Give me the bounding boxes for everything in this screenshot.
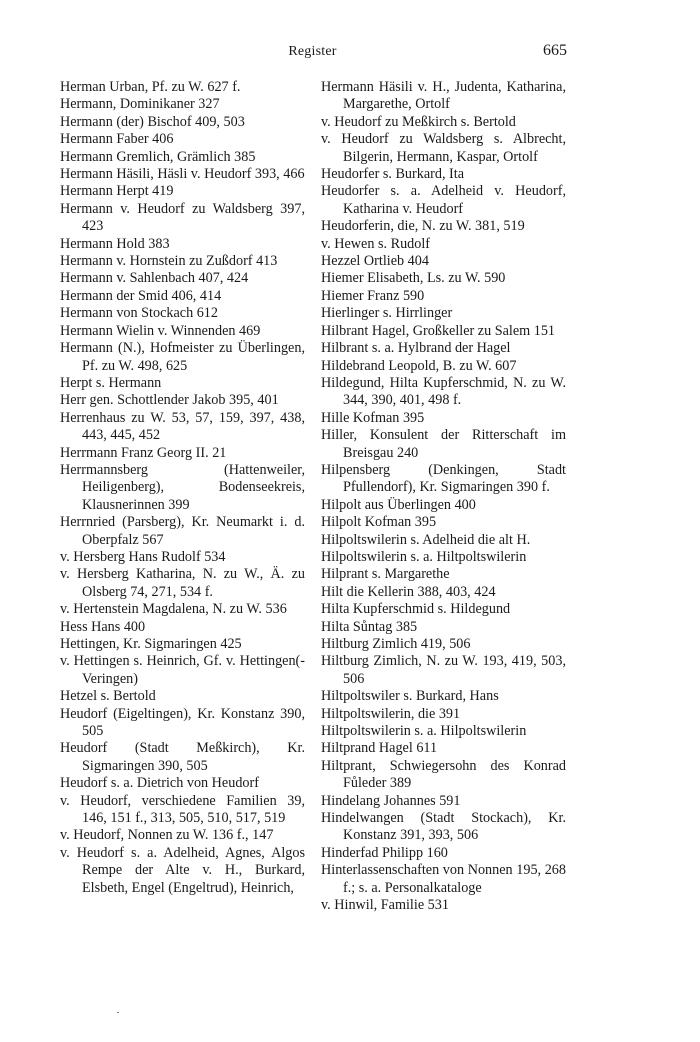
index-entry: Heudorfer s. Burkard, Ita [321, 166, 465, 183]
index-entry: Hermann Häsili, Häsli v. Heudorf 393, 466 [60, 166, 305, 183]
index-entry: Hilpoltswilerin s. a. Hiltpoltswilerin [321, 548, 527, 565]
index-entry: Hermann Häsili v. H., Judenta, Katharina, Margarethe, Ortolf [321, 79, 566, 113]
index-entry: Hiller, Konsulent der Ritterschaft im Breisgau 240 [321, 427, 566, 461]
index-entry: v. Heudorf s. a. Adelheid, Agnes, Algos Rempe der Alte v. H., Burkard, Elsbeth, Engel (Engeltrud), Heinrich, [60, 844, 305, 896]
index-entry: Hildebrand Leopold, B. zu W. 607 [321, 357, 517, 374]
index-entry: Heudorfer s. a. Adelheid v. Heudorf, Katharina v. Heudorf [321, 183, 566, 217]
index-entry: v. Hersberg Katharina, N. zu W., Ä. zu Olsberg 74, 271, 534 f. [60, 566, 305, 600]
index-entry: Hermann, Dominikaner 327 [60, 96, 220, 113]
index-entry: Heudorf (Eigeltingen), Kr. Konstanz 390, 505 [60, 705, 305, 740]
index-entry: Herr gen. Schottlender Jakob 395, 401 [60, 392, 279, 409]
index-entry: Hierlinger s. Hirrlinger [321, 305, 453, 322]
index-column-right [321, 79, 566, 915]
index-entry: Hermann v. Sahlenbach 407, 424 [60, 270, 249, 287]
index-entry: Hermann Hold 383 [60, 235, 170, 252]
index-entry: Hermann Wielin v. Winnenden 469 [60, 322, 261, 339]
index-entry: Hindelang Johannes 591 [321, 792, 461, 809]
index-entry: Herrmannsberg (Hattenweiler, Heiligenberg), Bodenseekreis, Klausnerinnen 399 [60, 461, 305, 513]
index-entry: Hindelwangen (Stadt Stockach), Kr. Konstanz 391, 393, 506 [321, 810, 566, 844]
index-entry: Hettingen, Kr. Sigmaringen 425 [60, 636, 242, 652]
index-entry: Hilta Sůntag 385 [321, 618, 418, 635]
index-entry: v. Hinwil, Familie 531 [321, 897, 449, 914]
index-entry: Hess Hans 400 [60, 618, 146, 635]
index-entry: v. Heudorf zu Meßkirch s. Bertold [321, 113, 516, 130]
index-entry: Hiemer Franz 590 [321, 287, 425, 304]
index-entry: v. Hersberg Hans Rudolf 534 [60, 548, 226, 565]
index-entry: Hildegund, Hilta Kupferschmid, N. zu W. 344, 390, 401, 498 f. [321, 374, 566, 409]
index-entry: v. Hewen s. Rudolf [321, 235, 431, 252]
index-entry: Herman Urban, Pf. zu W. 627 f. [60, 79, 241, 95]
footer-mark [117, 1012, 119, 1013]
index-entry: Herrnried (Parsberg), Kr. Neumarkt i. d. Oberpfalz 567 [60, 514, 305, 548]
index-entry: v. Heudorf, Nonnen zu W. 136 f., 147 [60, 827, 274, 844]
index-entry: Hiltburg Zimlich 419, 506 [321, 636, 471, 652]
index-entry: Hilpensberg (Denkingen, Stadt Pfullendorf), Kr. Sigmaringen 390 f. [321, 461, 566, 496]
index-entry: v. Hertenstein Magdalena, N. zu W. 536 [60, 601, 287, 618]
running-title: Register [288, 44, 337, 59]
index-entry: Hiltburg Zimlich, N. zu W. 193, 419, 503, 506 [321, 653, 566, 687]
index-entry: Hiltprant, Schwiegersohn des Konrad Fůleder 389 [321, 757, 566, 792]
running-head [60, 42, 565, 62]
index-entry: Heudorf (Stadt Meßkirch), Kr. Sigmaringen 390, 505 [60, 740, 305, 774]
index-entry: Hinderfad Philipp 160 [321, 844, 448, 861]
index-entry: Hinterlassenschaften von Nonnen 195, 268 f.; s. a. Personalkataloge [321, 862, 566, 896]
index-entry: Hilta Kupferschmid s. Hildegund [321, 601, 511, 618]
index-entry: Hermann Herpt 419 [60, 183, 174, 200]
index-entry: Hilprant s. Margarethe [321, 566, 450, 583]
index-entry: Hermann (N.), Hofmeister zu Überlingen, Pf. zu W. 498, 625 [60, 340, 305, 374]
index-entry: Hermann der Smid 406, 414 [60, 287, 222, 304]
index-entry: v. Heudorf, verschiedene Familien 39, 146, 151 f., 313, 505, 510, 517, 519 [60, 792, 305, 827]
index-entry: Hilpolt aus Überlingen 400 [321, 496, 476, 513]
index-entry: Hiltpoltswilerin, die 391 [321, 705, 461, 722]
index-entry: Hetzel s. Bertold [60, 688, 156, 705]
index-entry: Hiltpoltswiler s. Burkard, Hans [321, 688, 499, 705]
index-entry: Hermann v. Hornstein zu Zußdorf 413 [60, 253, 278, 270]
index-entry: Herrmann Franz Georg II. 21 [60, 444, 227, 461]
index-entry: Hilbrant s. a. Hylbrand der Hagel [321, 340, 511, 357]
index-entry: Herrenhaus zu W. 53, 57, 159, 397, 438, 443, 445, 452 [60, 409, 305, 444]
index-column-left [60, 79, 305, 897]
index-entry: Heudorferin, die, N. zu W. 381, 519 [321, 218, 525, 235]
index-entry: Hiemer Elisabeth, Ls. zu W. 590 [321, 270, 506, 287]
index-entry: Hermann von Stockach 612 [60, 305, 218, 322]
index-entry: v. Heudorf zu Waldsberg s. Albrecht, Bilgerin, Hermann, Kaspar, Ortolf [321, 131, 566, 165]
index-entry: Hezzel Ortlieb 404 [321, 253, 429, 270]
index-entry: Hermann Gremlich, Grämlich 385 [60, 148, 256, 165]
index-entry: Hermann Faber 406 [60, 131, 174, 148]
index-entry: Hilbrant Hagel, Großkeller zu Salem 151 [321, 322, 556, 339]
index-entry: Hilt die Kellerin 388, 403, 424 [321, 583, 496, 600]
index-entry: Hilpoltswilerin s. Adelheid die alt H. [321, 531, 531, 548]
index-entry: v. Hettingen s. Heinrich, Gf. v. Hettingen(-Veringen) [60, 653, 305, 687]
index-entry: Heudorf s. a. Dietrich von Heudorf [60, 775, 259, 792]
index-entry: Hilpolt Kofman 395 [321, 514, 437, 531]
index-entry: Hiltprand Hagel 611 [321, 740, 438, 757]
index-entry: Hiltpoltswilerin s. a. Hilpoltswilerin [321, 723, 527, 740]
index-entry: Herpt s. Hermann [60, 374, 162, 391]
index-entry: Hille Kofman 395 [321, 409, 425, 426]
index-entry: Hermann v. Heudorf zu Waldsberg 397, 423 [60, 200, 305, 235]
index-entry: Hermann (der) Bischof 409, 503 [60, 113, 245, 130]
page-number: 665 [543, 42, 567, 59]
